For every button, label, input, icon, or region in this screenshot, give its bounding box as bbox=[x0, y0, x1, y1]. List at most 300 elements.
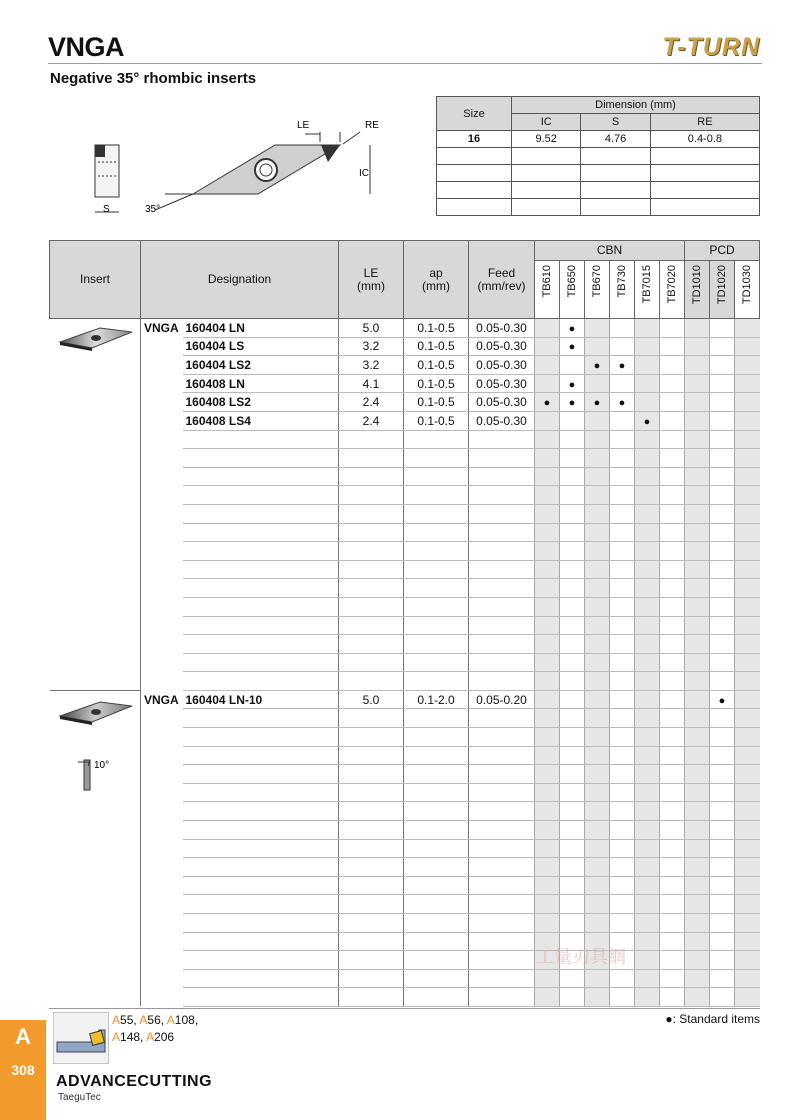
grade-cell bbox=[685, 356, 710, 375]
grade-cell bbox=[710, 467, 735, 486]
grade-cell bbox=[560, 672, 585, 691]
le-cell bbox=[339, 635, 404, 654]
grade-cell bbox=[635, 969, 660, 988]
designation-prefix bbox=[141, 783, 183, 802]
grade-cell bbox=[685, 728, 710, 747]
insert-cell bbox=[50, 914, 141, 933]
ref-link[interactable]: A bbox=[166, 1013, 175, 1027]
grade-cell bbox=[635, 672, 660, 691]
table-row bbox=[50, 374, 760, 393]
grade-cell bbox=[635, 486, 660, 505]
grade-cell bbox=[735, 914, 760, 933]
designation-code bbox=[183, 914, 339, 933]
grade-cell bbox=[585, 560, 610, 579]
insert-cell bbox=[50, 728, 141, 747]
grade-cell bbox=[710, 393, 735, 412]
grade-cell bbox=[710, 560, 735, 579]
grade-cell bbox=[635, 690, 660, 709]
grade-header-td1010: TD1010 bbox=[685, 261, 710, 319]
ref-link[interactable]: A bbox=[112, 1013, 121, 1027]
feed-cell bbox=[469, 746, 535, 765]
grade-cell bbox=[735, 635, 760, 654]
grade-cell bbox=[585, 579, 610, 598]
brand-logo: T-TURN bbox=[662, 33, 760, 61]
grade-cell bbox=[635, 523, 660, 542]
designation-code bbox=[183, 876, 339, 895]
grade-cell bbox=[610, 430, 635, 449]
grade-cell bbox=[685, 523, 710, 542]
le-cell bbox=[339, 988, 404, 1007]
feed-cell bbox=[469, 616, 535, 635]
grade-cell bbox=[660, 560, 685, 579]
grade-cell bbox=[685, 411, 710, 430]
grade-cell bbox=[585, 635, 610, 654]
table-row bbox=[50, 728, 760, 747]
grade-cell bbox=[635, 858, 660, 877]
grade-cell bbox=[735, 728, 760, 747]
designation-prefix bbox=[141, 802, 183, 821]
designation-prefix bbox=[141, 523, 183, 542]
grade-cell bbox=[710, 709, 735, 728]
grade-cell bbox=[585, 709, 610, 728]
le-cell bbox=[339, 560, 404, 579]
grade-cell bbox=[585, 690, 610, 709]
ap-cell: 0.1-0.5 bbox=[404, 356, 469, 375]
grade-cell bbox=[635, 356, 660, 375]
le-header: LE (mm) bbox=[339, 241, 404, 319]
designation-code bbox=[183, 504, 339, 523]
grade-header-tb7015: TB7015 bbox=[635, 261, 660, 319]
table-row bbox=[50, 319, 760, 338]
grade-cell bbox=[735, 356, 760, 375]
angle-label: 35° bbox=[145, 204, 161, 215]
designation-code bbox=[183, 969, 339, 988]
insert-cell bbox=[50, 542, 141, 561]
grade-cell bbox=[685, 635, 710, 654]
designation-code bbox=[183, 802, 339, 821]
dimension-table bbox=[436, 96, 760, 216]
grade-header-tb650: TB650 bbox=[560, 261, 585, 319]
designation-prefix bbox=[141, 635, 183, 654]
table-row bbox=[50, 802, 760, 821]
designation-prefix bbox=[141, 672, 183, 691]
designation-code bbox=[183, 635, 339, 654]
table-row bbox=[50, 672, 760, 691]
designation-code: 160404 LS bbox=[183, 337, 339, 356]
designation-prefix bbox=[141, 616, 183, 635]
grade-cell bbox=[635, 542, 660, 561]
ic-col-header: IC bbox=[512, 114, 581, 131]
grade-cell bbox=[710, 579, 735, 598]
grade-cell bbox=[610, 411, 635, 430]
ap-cell bbox=[404, 616, 469, 635]
grade-cell bbox=[610, 839, 635, 858]
designation-code bbox=[183, 597, 339, 616]
ref-line-1: A55, A56, A108, bbox=[112, 1013, 199, 1027]
grade-cell bbox=[560, 709, 585, 728]
feed-cell bbox=[469, 486, 535, 505]
grade-cell bbox=[610, 746, 635, 765]
footer-divider bbox=[49, 1008, 760, 1009]
table-row bbox=[50, 709, 760, 728]
grade-cell bbox=[735, 430, 760, 449]
designation-code bbox=[183, 523, 339, 542]
grade-cell bbox=[710, 988, 735, 1007]
grade-cell bbox=[660, 449, 685, 468]
insert-cell bbox=[50, 374, 141, 393]
page-references bbox=[112, 1012, 198, 1046]
grade-cell bbox=[685, 467, 710, 486]
grade-cell bbox=[585, 616, 610, 635]
grade-cell bbox=[735, 839, 760, 858]
feed-cell bbox=[469, 895, 535, 914]
re-col-header: RE bbox=[650, 114, 759, 131]
ap-cell: 0.1-0.5 bbox=[404, 337, 469, 356]
table-row bbox=[50, 690, 760, 709]
ref-link[interactable]: A bbox=[146, 1030, 155, 1044]
grade-cell bbox=[710, 449, 735, 468]
grade-cell bbox=[610, 653, 635, 672]
grade-cell bbox=[635, 746, 660, 765]
grade-cell bbox=[710, 765, 735, 784]
grade-cell bbox=[535, 839, 560, 858]
feed-cell: 0.05-0.30 bbox=[469, 319, 535, 338]
grade-cell bbox=[660, 746, 685, 765]
grade-cell bbox=[585, 821, 610, 840]
grade-cell bbox=[585, 486, 610, 505]
grade-cell bbox=[635, 374, 660, 393]
grade-cell bbox=[635, 821, 660, 840]
table-row bbox=[50, 616, 760, 635]
ap-cell bbox=[404, 635, 469, 654]
grade-cell bbox=[535, 728, 560, 747]
le-cell bbox=[339, 951, 404, 970]
grade-cell bbox=[535, 876, 560, 895]
le-cell bbox=[339, 821, 404, 840]
grade-cell bbox=[735, 932, 760, 951]
grade-cell bbox=[535, 690, 560, 709]
grade-cell bbox=[660, 969, 685, 988]
grade-cell bbox=[660, 690, 685, 709]
designation-prefix bbox=[141, 969, 183, 988]
grade-cell bbox=[735, 486, 760, 505]
grade-cell bbox=[710, 597, 735, 616]
designation-code bbox=[183, 672, 339, 691]
grade-cell bbox=[685, 486, 710, 505]
le-cell bbox=[339, 914, 404, 933]
grade-cell bbox=[660, 542, 685, 561]
grade-cell bbox=[610, 542, 635, 561]
standard-item-mark bbox=[610, 356, 635, 375]
feed-cell bbox=[469, 932, 535, 951]
ap-cell bbox=[404, 839, 469, 858]
grade-cell bbox=[710, 932, 735, 951]
table-row bbox=[50, 542, 760, 561]
grade-cell bbox=[635, 709, 660, 728]
designation-prefix bbox=[141, 542, 183, 561]
grade-cell bbox=[635, 504, 660, 523]
grade-cell bbox=[660, 728, 685, 747]
grade-cell bbox=[635, 430, 660, 449]
grade-cell bbox=[585, 765, 610, 784]
ap-cell bbox=[404, 914, 469, 933]
grade-cell bbox=[535, 337, 560, 356]
grade-cell bbox=[735, 709, 760, 728]
designation-code bbox=[183, 449, 339, 468]
grade-cell bbox=[685, 876, 710, 895]
feed-cell bbox=[469, 653, 535, 672]
grade-cell bbox=[560, 616, 585, 635]
designation-prefix bbox=[141, 356, 183, 375]
ap-cell bbox=[404, 802, 469, 821]
grade-header-tb7020: TB7020 bbox=[660, 261, 685, 319]
ap-cell bbox=[404, 542, 469, 561]
le-cell bbox=[339, 504, 404, 523]
grade-cell bbox=[535, 821, 560, 840]
grade-cell bbox=[710, 895, 735, 914]
grade-cell bbox=[660, 672, 685, 691]
ap-cell bbox=[404, 969, 469, 988]
grade-cell bbox=[735, 616, 760, 635]
grade-cell bbox=[685, 821, 710, 840]
grade-cell bbox=[660, 319, 685, 338]
grade-cell bbox=[585, 728, 610, 747]
table-row bbox=[50, 411, 760, 430]
designation-prefix bbox=[141, 988, 183, 1007]
standard-item-mark bbox=[560, 374, 585, 393]
grade-cell bbox=[635, 616, 660, 635]
angle2-label: 10° bbox=[94, 760, 110, 771]
grade-header-td1020: TD1020 bbox=[710, 261, 735, 319]
grade-cell bbox=[685, 802, 710, 821]
grade-cell bbox=[635, 597, 660, 616]
ap-cell bbox=[404, 560, 469, 579]
table-row bbox=[50, 579, 760, 598]
grade-cell bbox=[685, 337, 710, 356]
designation-code bbox=[183, 988, 339, 1007]
grade-cell bbox=[585, 504, 610, 523]
le-cell: 3.2 bbox=[339, 356, 404, 375]
ap-cell bbox=[404, 876, 469, 895]
chamfer-angle-icon bbox=[74, 756, 124, 792]
feed-cell bbox=[469, 914, 535, 933]
grade-cell bbox=[560, 597, 585, 616]
insert-cell bbox=[50, 951, 141, 970]
table-row bbox=[50, 765, 760, 784]
designation-code bbox=[183, 839, 339, 858]
feed-cell bbox=[469, 672, 535, 691]
grade-cell bbox=[585, 467, 610, 486]
designation-code: 160404 LN bbox=[183, 319, 339, 338]
grade-cell bbox=[585, 895, 610, 914]
ap-cell bbox=[404, 988, 469, 1007]
grade-cell bbox=[635, 653, 660, 672]
grade-cell bbox=[610, 783, 635, 802]
grade-cell bbox=[735, 653, 760, 672]
table-row bbox=[50, 932, 760, 951]
grade-cell bbox=[685, 969, 710, 988]
grade-cell bbox=[635, 449, 660, 468]
cbn-header: CBN bbox=[535, 241, 685, 261]
designation-code bbox=[183, 765, 339, 784]
ap-cell bbox=[404, 579, 469, 598]
product-table bbox=[49, 240, 760, 1007]
grade-cell bbox=[710, 672, 735, 691]
insert-cell bbox=[50, 597, 141, 616]
grade-cell bbox=[710, 653, 735, 672]
table-row bbox=[50, 895, 760, 914]
grade-cell bbox=[585, 802, 610, 821]
le-cell bbox=[339, 765, 404, 784]
designation-prefix bbox=[141, 374, 183, 393]
feed-cell bbox=[469, 783, 535, 802]
grade-cell bbox=[535, 430, 560, 449]
grade-cell bbox=[735, 467, 760, 486]
grade-cell bbox=[610, 319, 635, 338]
designation-prefix bbox=[141, 449, 183, 468]
grade-cell bbox=[735, 560, 760, 579]
advance-cutting-logo: ADVANCECUTTING bbox=[56, 1073, 213, 1090]
designation-prefix bbox=[141, 486, 183, 505]
le-cell: 5.0 bbox=[339, 690, 404, 709]
table-row bbox=[50, 951, 760, 970]
grade-cell bbox=[635, 988, 660, 1007]
feed-cell bbox=[469, 597, 535, 616]
feed-cell bbox=[469, 430, 535, 449]
grade-cell bbox=[635, 839, 660, 858]
grade-cell bbox=[535, 523, 560, 542]
designation-code bbox=[183, 579, 339, 598]
grade-cell bbox=[635, 783, 660, 802]
designation-code bbox=[183, 486, 339, 505]
grade-cell bbox=[660, 858, 685, 877]
grade-cell bbox=[685, 672, 710, 691]
designation-prefix bbox=[141, 858, 183, 877]
grade-cell bbox=[660, 709, 685, 728]
grade-cell bbox=[560, 560, 585, 579]
grade-cell bbox=[610, 728, 635, 747]
grade-cell bbox=[635, 337, 660, 356]
ic-cell: 9.52 bbox=[512, 131, 581, 148]
grade-cell bbox=[560, 430, 585, 449]
designation-prefix: VNGA bbox=[144, 692, 179, 707]
ap-cell bbox=[404, 895, 469, 914]
designation-prefix bbox=[141, 597, 183, 616]
s-col-header: S bbox=[581, 114, 650, 131]
grade-cell bbox=[635, 728, 660, 747]
grade-cell bbox=[610, 523, 635, 542]
grade-cell bbox=[685, 374, 710, 393]
grade-cell bbox=[610, 914, 635, 933]
table-row bbox=[50, 504, 760, 523]
grade-cell bbox=[660, 467, 685, 486]
grade-cell bbox=[610, 858, 635, 877]
grade-cell bbox=[735, 765, 760, 784]
grade-cell bbox=[560, 821, 585, 840]
grade-cell bbox=[635, 932, 660, 951]
grade-cell bbox=[535, 319, 560, 338]
designation-code bbox=[183, 542, 339, 561]
grade-cell bbox=[735, 802, 760, 821]
ap-cell bbox=[404, 467, 469, 486]
feed-cell: 0.05-0.30 bbox=[469, 393, 535, 412]
table-row bbox=[50, 969, 760, 988]
grade-cell bbox=[560, 356, 585, 375]
feed-cell: 0.05-0.20 bbox=[469, 690, 535, 709]
ref-link[interactable]: A bbox=[139, 1013, 148, 1027]
le-cell bbox=[339, 728, 404, 747]
grade-cell bbox=[635, 895, 660, 914]
grade-cell bbox=[685, 783, 710, 802]
feed-cell bbox=[469, 449, 535, 468]
standard-item-mark bbox=[710, 690, 735, 709]
designation-prefix bbox=[141, 467, 183, 486]
designation-code bbox=[183, 560, 339, 579]
feed-cell bbox=[469, 579, 535, 598]
page-title: VNGA bbox=[48, 32, 125, 62]
designation-prefix bbox=[141, 653, 183, 672]
feed-header: Feed (mm/rev) bbox=[469, 241, 535, 319]
designation-code bbox=[183, 746, 339, 765]
grade-cell bbox=[560, 653, 585, 672]
insert-cell bbox=[50, 560, 141, 579]
ap-cell: 0.1-0.5 bbox=[404, 374, 469, 393]
insert-cell bbox=[50, 858, 141, 877]
le-cell bbox=[339, 709, 404, 728]
grade-cell bbox=[610, 374, 635, 393]
grade-cell bbox=[710, 746, 735, 765]
feed-cell bbox=[469, 560, 535, 579]
grade-cell bbox=[535, 635, 560, 654]
grade-cell bbox=[685, 653, 710, 672]
table-row bbox=[50, 486, 760, 505]
ap-cell: 0.1-0.5 bbox=[404, 411, 469, 430]
table-row bbox=[50, 839, 760, 858]
grade-cell bbox=[535, 467, 560, 486]
grade-cell bbox=[685, 914, 710, 933]
ap-cell bbox=[404, 746, 469, 765]
designation-code bbox=[183, 858, 339, 877]
grade-cell bbox=[685, 858, 710, 877]
grade-cell bbox=[535, 672, 560, 691]
grade-cell bbox=[535, 542, 560, 561]
ap-cell bbox=[404, 486, 469, 505]
grade-cell bbox=[585, 746, 610, 765]
grade-cell bbox=[535, 579, 560, 598]
grade-cell bbox=[560, 746, 585, 765]
grade-cell bbox=[635, 393, 660, 412]
grade-header-tb670: TB670 bbox=[585, 261, 610, 319]
grade-cell bbox=[660, 356, 685, 375]
grade-cell bbox=[635, 467, 660, 486]
grade-cell bbox=[660, 616, 685, 635]
grade-cell bbox=[735, 672, 760, 691]
feed-cell bbox=[469, 523, 535, 542]
size-cell: 16 bbox=[437, 131, 512, 148]
grade-cell bbox=[735, 988, 760, 1007]
feed-cell bbox=[469, 467, 535, 486]
grade-cell bbox=[660, 374, 685, 393]
grade-cell bbox=[635, 579, 660, 598]
toolholder-icon bbox=[53, 1012, 109, 1064]
ref-link[interactable]: A bbox=[112, 1030, 121, 1044]
grade-cell bbox=[610, 690, 635, 709]
designation-prefix bbox=[141, 337, 183, 356]
ap-cell bbox=[404, 765, 469, 784]
grade-cell bbox=[610, 504, 635, 523]
grade-cell bbox=[710, 858, 735, 877]
le-cell bbox=[339, 969, 404, 988]
